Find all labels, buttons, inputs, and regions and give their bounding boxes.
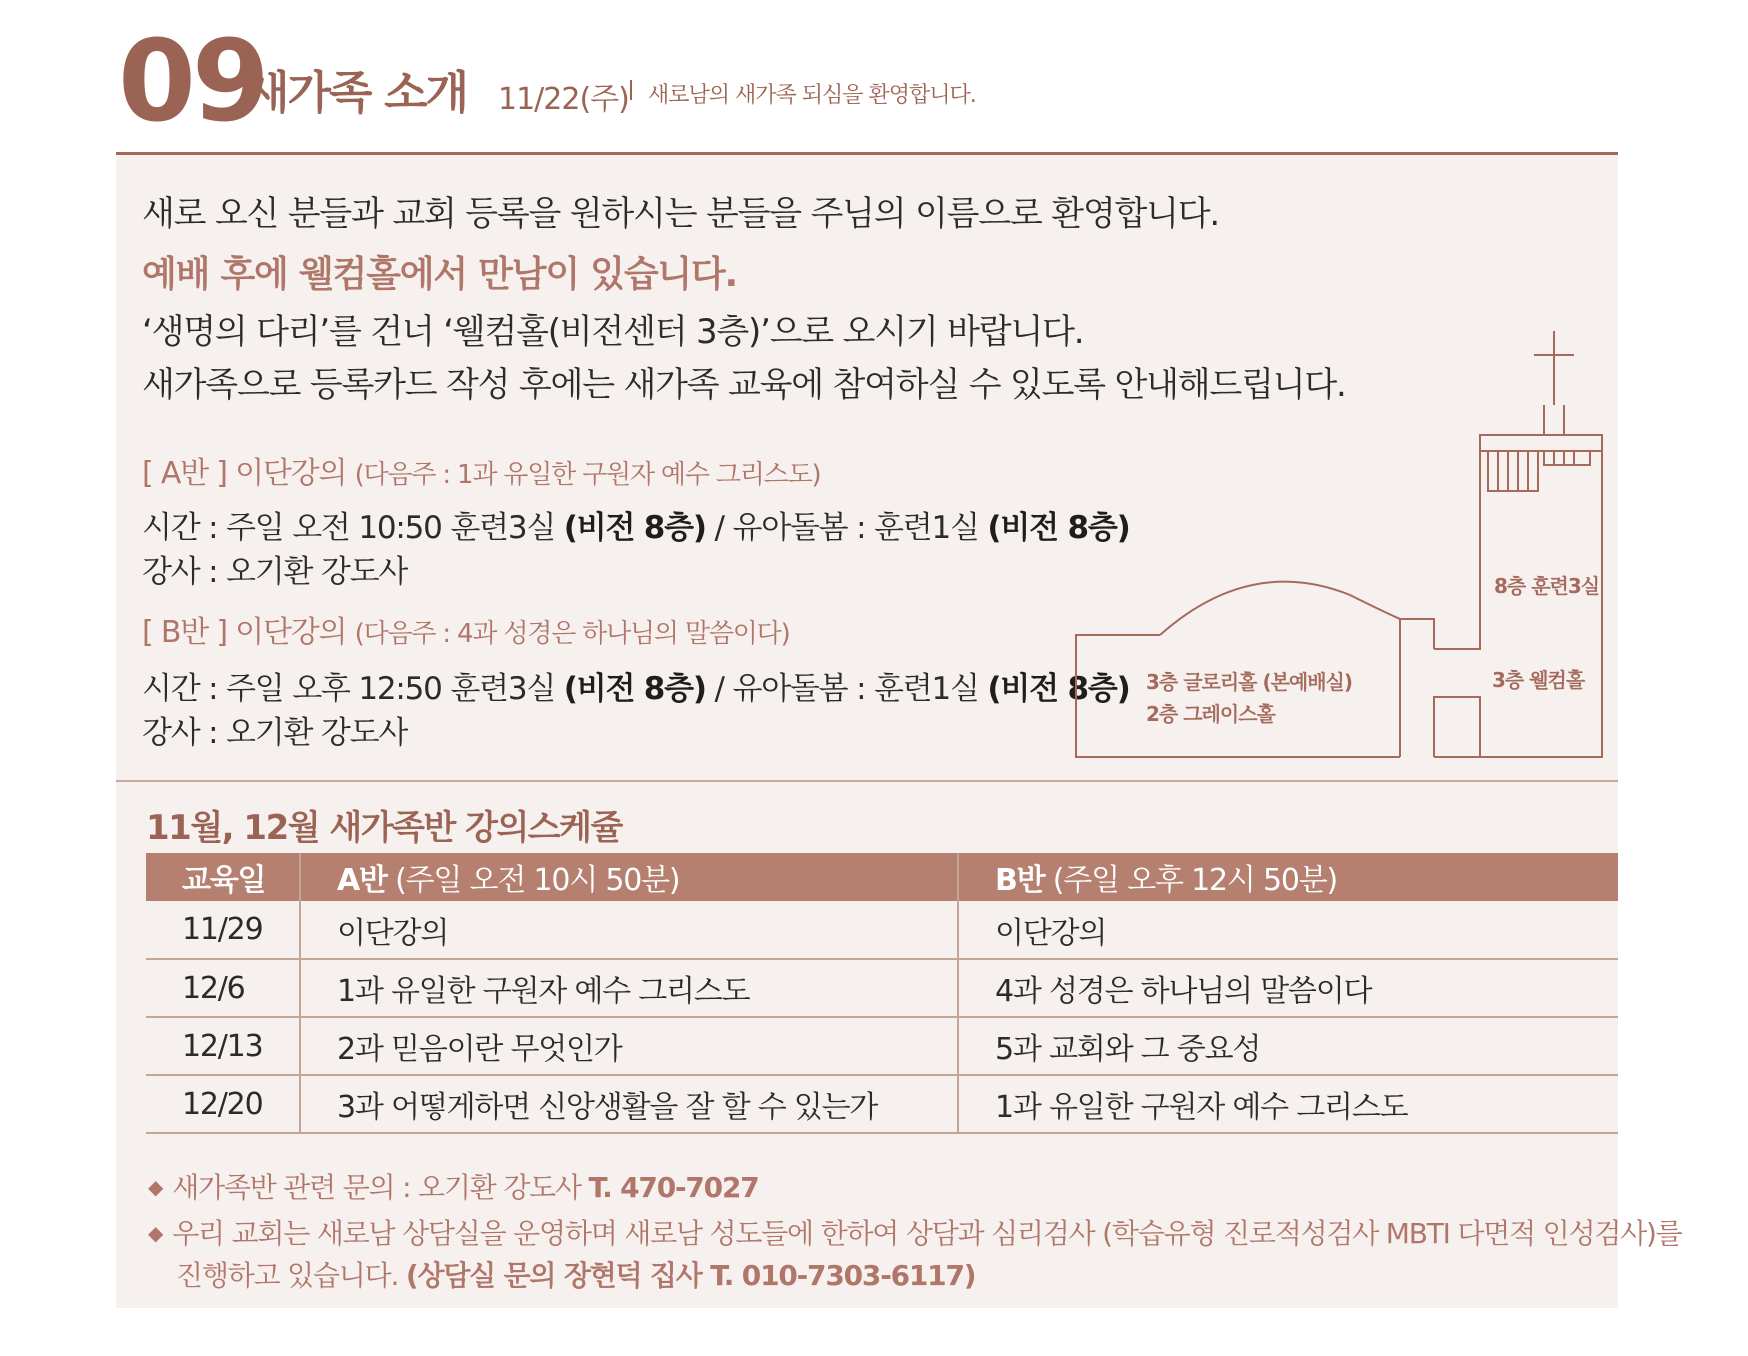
class-b-title: [ B반 ] 이단강의 [142,615,347,650]
row-class-b: 4과 성경은 하나님의 말씀이다 [958,959,1618,1017]
tower-left-edge [1434,451,1480,649]
row-date: 12/6 [146,959,300,1017]
note-counseling [148,1212,1682,1252]
note-counseling-text-2: 진행하고 있습니다. [176,1259,406,1292]
header-separator [630,80,632,100]
class-a-time [142,502,1130,547]
table-row [146,959,1618,1017]
class-b-location: (비전 8층) [563,671,706,707]
class-a-teacher: 강사 : 오기환 강도사 [142,554,408,590]
intro-line-1: 새로 오신 분들과 교회 등록을 원하시는 분들을 주님의 이름으로 환영합니다. [142,194,1220,234]
row-date: 12/13 [146,1017,300,1075]
main-hall-outline [1076,635,1400,757]
class-b-heading [142,607,790,651]
label-8f-training: 8층 훈련3실 [1494,574,1600,598]
note-counseling-contact: (상담실 문의 장현덕 집사 T. 010-7303-6117) [405,1259,976,1292]
note-inquiry-text: 새가족반 관련 문의 : 오기환 강도사 [172,1171,589,1204]
section-date: 11/22(주) [498,82,629,117]
row-class-b: 1과 유일한 구원자 예수 그리스도 [958,1075,1618,1133]
intro-line-4: 새가족으로 등록카드 작성 후에는 새가족 교육에 참여하실 수 있도록 안내해드립니다. [142,365,1346,405]
label-3f-welcome: 3층 웰컴홀 [1492,668,1585,692]
schedule-title: 11월, 12월 새가족반 강의스케쥴 [146,808,622,848]
row-class-b: 5과 교회와 그 중요성 [958,1017,1618,1075]
note-counseling-cont [176,1254,975,1294]
row-class-a: 2과 믿음이란 무엇인가 [300,1017,958,1075]
row-date: 12/20 [146,1075,300,1133]
main-hall-dome [1160,582,1400,635]
section-divider [116,780,1618,782]
class-b-next: (다음주 : 4과 성경은 하나님의 말씀이다) [354,619,790,649]
class-a-time-text: 시간 : 주일 오전 10:50 훈련3실 [142,510,564,546]
class-b-childcare-location: (비전 8층) [987,671,1130,707]
table-row [146,1075,1618,1133]
tower-roof [1480,435,1602,451]
table-row [146,1017,1618,1075]
welcome-hall-door [1434,697,1480,757]
section-subtitle: 새로남의 새가족 되심을 환영합니다. [648,83,976,108]
table-row [146,901,1618,959]
note-inquiry [148,1166,759,1206]
church-building-illustration [1060,325,1620,765]
class-a-childcare-location: (비전 8층) [987,510,1130,546]
note-counseling-text: 우리 교회는 새로남 상담실을 운영하며 새로남 성도들에 한하여 상담과 심리검사 (학습유형 진로적성검사 MBTI 다면적 인성검사)를 [172,1217,1682,1250]
header-date: 교육일 [146,853,300,901]
label-2f-grace-hall: 2층 그레이스홀 [1146,702,1275,726]
row-class-a: 이단강의 [300,901,958,959]
intro-line-3: ‘생명의 다리’를 건너 ‘웰컴홀(비전센터 3층)’으로 오시기 바랍니다. [142,312,1084,352]
class-a-childcare: / 유아돌봄 : 훈련1실 [705,510,988,546]
class-a-heading [142,448,820,492]
section-title: 새가족 소개 [246,66,468,119]
section-number: 09 [118,17,266,147]
diamond-bullet-icon: ◆ [148,1175,163,1199]
class-b-time [142,663,1130,708]
tower-right-edge [1434,451,1602,757]
row-class-a: 3과 어떻게하면 신앙생활을 잘 할 수 있는가 [300,1075,958,1133]
bridge-wall [1400,619,1434,757]
class-a-title: [ A반 ] 이단강의 [142,456,347,491]
schedule-header-row [146,853,1618,901]
class-a-next: (다음주 : 1과 유일한 구원자 예수 그리스도) [354,460,821,490]
row-date: 11/29 [146,901,300,959]
diamond-bullet-icon: ◆ [148,1221,163,1245]
row-class-b: 이단강의 [958,901,1618,959]
class-b-teacher: 강사 : 오기환 강도사 [142,715,408,751]
header-class-a: A반 (주일 오전 10시 50분) [300,853,958,901]
intro-highlight: 예배 후에 웰컴홀에서 만남이 있습니다. [142,254,738,295]
header-class-b: B반 (주일 오후 12시 50분) [958,853,1618,901]
label-3f-glory-hall: 3층 글로리홀 (본예배실) [1146,670,1353,694]
class-b-time-text: 시간 : 주일 오후 12:50 훈련3실 [142,671,564,707]
schedule-table [146,853,1618,1134]
note-inquiry-phone: T. 470-7027 [588,1171,759,1204]
class-b-childcare: / 유아돌봄 : 훈련1실 [705,671,988,707]
row-class-a: 1과 유일한 구원자 예수 그리스도 [300,959,958,1017]
class-a-location: (비전 8층) [563,510,706,546]
